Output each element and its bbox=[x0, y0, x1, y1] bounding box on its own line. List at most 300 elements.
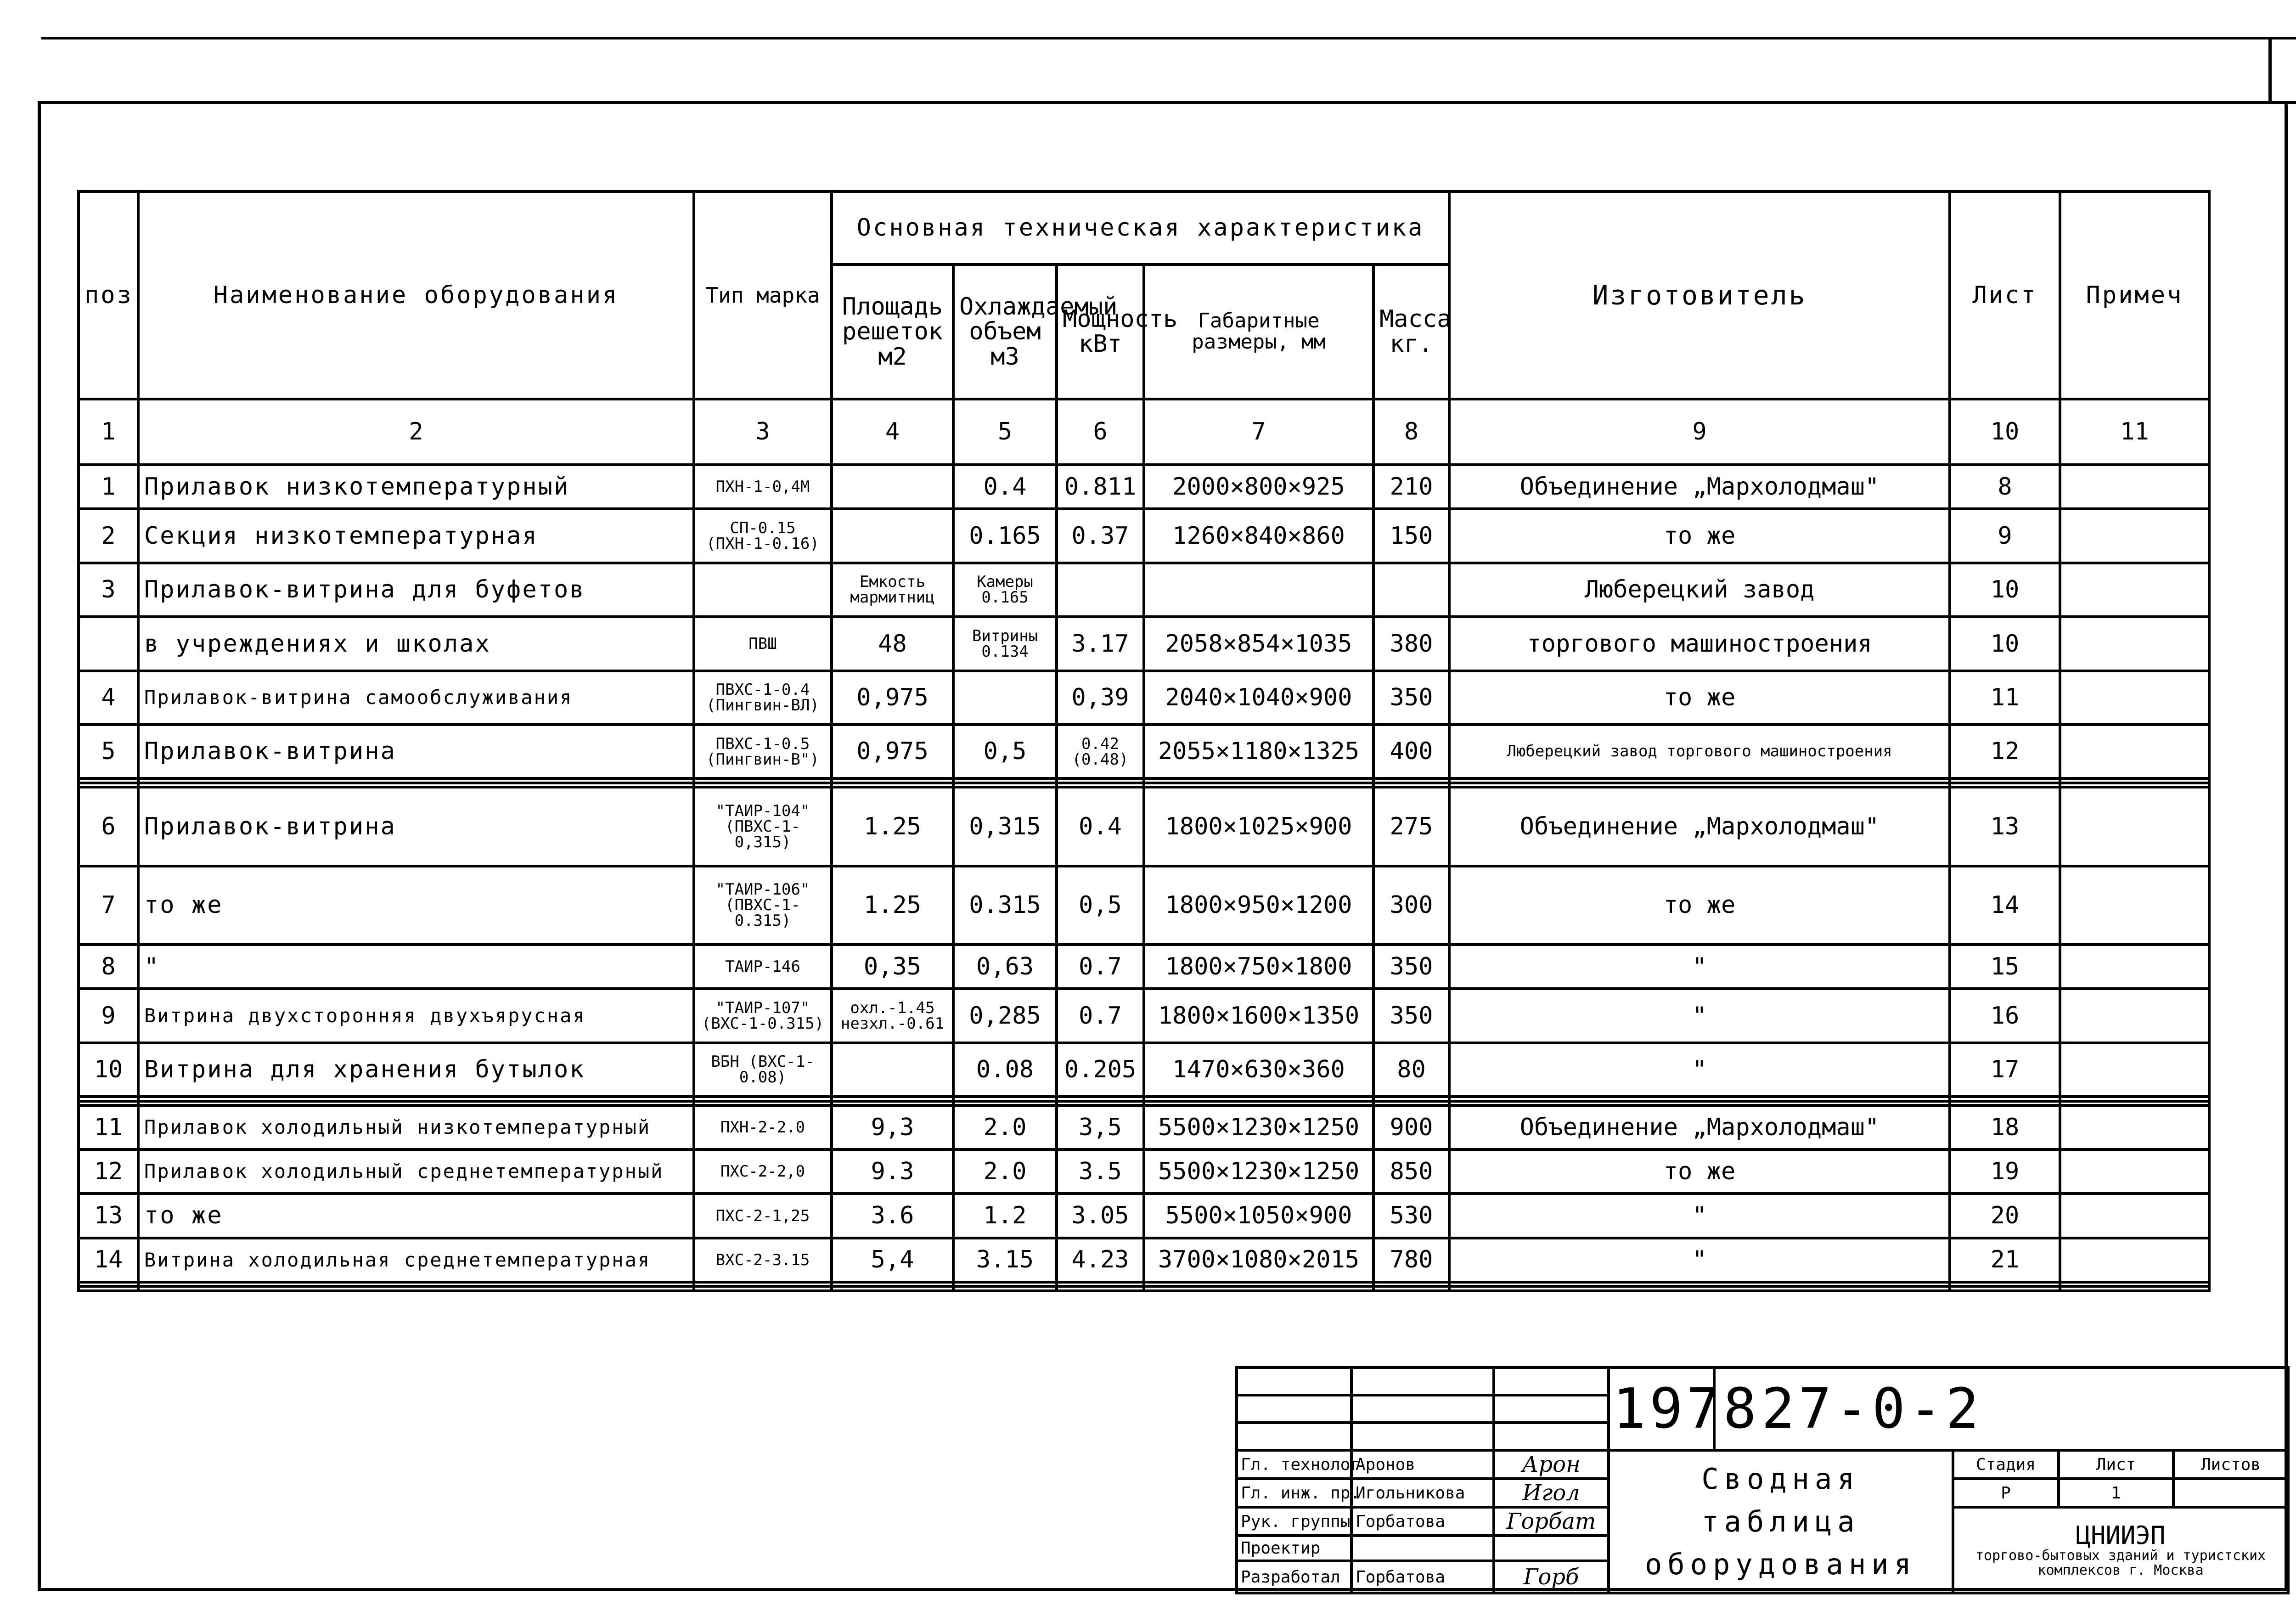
signature: Горб bbox=[1494, 1561, 1609, 1593]
row-note bbox=[2060, 465, 2209, 509]
signature: Горбат bbox=[1494, 1507, 1609, 1536]
row-area: Емкость мармитниц bbox=[832, 563, 953, 617]
row-volume: 0.315 bbox=[953, 866, 1057, 945]
column-number: 1 bbox=[79, 399, 138, 465]
row-dims: 5500×1050×900 bbox=[1144, 1194, 1373, 1238]
header-sheet: Лист bbox=[1950, 191, 2060, 399]
row-maker bbox=[1449, 778, 1950, 783]
row-mass: 275 bbox=[1373, 787, 1449, 866]
row-dims bbox=[1144, 783, 1373, 788]
row-type: ПХС-2-1,25 bbox=[694, 1194, 832, 1238]
row-pos: 12 bbox=[79, 1149, 138, 1194]
row-maker: то же bbox=[1449, 866, 1950, 945]
row-power bbox=[1057, 1282, 1144, 1287]
sheets-value bbox=[2173, 1479, 2288, 1507]
row-area: 3.6 bbox=[832, 1194, 953, 1238]
row-pos: 1 bbox=[79, 465, 138, 509]
row-note bbox=[2060, 1282, 2209, 1287]
row-pos: 4 bbox=[79, 671, 138, 725]
row-volume bbox=[953, 1097, 1057, 1101]
column-number: 10 bbox=[1950, 399, 2060, 465]
row-sheet: 21 bbox=[1950, 1238, 2060, 1282]
row-area bbox=[832, 465, 953, 509]
row-type: ПХС-2-2,0 bbox=[694, 1149, 832, 1194]
row-sheet: 10 bbox=[1950, 563, 2060, 617]
row-note bbox=[2060, 1101, 2209, 1106]
table-row bbox=[79, 778, 2209, 783]
row-name: Прилавок холодильный низкотемпературный bbox=[138, 1105, 694, 1149]
stage-value: Р bbox=[1953, 1479, 2059, 1507]
row-mass bbox=[1373, 1101, 1449, 1106]
row-dims: 2055×1180×1325 bbox=[1144, 725, 1373, 778]
row-maker: " bbox=[1449, 1194, 1950, 1238]
row-mass bbox=[1373, 1097, 1449, 1101]
row-sheet: 17 bbox=[1950, 1043, 2060, 1097]
row-note bbox=[2060, 563, 2209, 617]
row-dims bbox=[1144, 1097, 1373, 1101]
row-sheet: 19 bbox=[1950, 1149, 2060, 1194]
table-row bbox=[79, 866, 2209, 945]
row-area: 5,4 bbox=[832, 1238, 953, 1282]
column-number: 11 bbox=[2060, 399, 2209, 465]
row-type bbox=[694, 778, 832, 783]
row-sheet: 16 bbox=[1950, 989, 2060, 1042]
row-power: 4.23 bbox=[1057, 1238, 1144, 1282]
row-name bbox=[138, 1282, 694, 1287]
row-power bbox=[1057, 1101, 1144, 1106]
row-note bbox=[2060, 1097, 2209, 1101]
row-maker: то же bbox=[1449, 1149, 1950, 1194]
role-label: Разработал bbox=[1237, 1561, 1351, 1593]
person-name: Аронов bbox=[1351, 1450, 1494, 1479]
row-mass: 900 bbox=[1373, 1105, 1449, 1149]
row-type bbox=[694, 563, 832, 617]
row-note bbox=[2060, 509, 2209, 563]
column-number: 2 bbox=[138, 399, 694, 465]
row-sheet: 18 bbox=[1950, 1105, 2060, 1149]
row-type: "ТАИР-104" (ПВХС-1-0,315) bbox=[694, 787, 832, 866]
row-mass: 850 bbox=[1373, 1149, 1449, 1194]
row-area: 0,35 bbox=[832, 945, 953, 989]
row-dims: 1470×630×360 bbox=[1144, 1043, 1373, 1097]
row-name bbox=[138, 783, 694, 788]
row-power bbox=[1057, 563, 1144, 617]
row-sheet: 13 bbox=[1950, 787, 2060, 866]
project-code: 27-0-2 bbox=[1714, 1368, 2288, 1450]
row-area bbox=[832, 1101, 953, 1106]
row-dims bbox=[1144, 1282, 1373, 1287]
row-name: Прилавок-витрина для буфетов bbox=[138, 563, 694, 617]
row-volume: 1.2 bbox=[953, 1194, 1057, 1238]
table-row bbox=[79, 945, 2209, 989]
signature: Игол bbox=[1494, 1479, 1609, 1507]
column-number: 8 bbox=[1373, 399, 1449, 465]
row-name bbox=[138, 1097, 694, 1101]
column-number: 9 bbox=[1449, 399, 1950, 465]
row-mass: 350 bbox=[1373, 945, 1449, 989]
row-note bbox=[2060, 1194, 2209, 1238]
row-power: 0.37 bbox=[1057, 509, 1144, 563]
row-name: Прилавок холодильный среднетемпературный bbox=[138, 1149, 694, 1194]
row-mass bbox=[1373, 1286, 1449, 1291]
row-pos bbox=[79, 617, 138, 670]
frame-left-line bbox=[38, 101, 41, 1591]
row-sheet: 12 bbox=[1950, 725, 2060, 778]
row-power: 0,5 bbox=[1057, 866, 1144, 945]
table-row bbox=[79, 1194, 2209, 1238]
column-number: 7 bbox=[1144, 399, 1373, 465]
row-mass: 150 bbox=[1373, 509, 1449, 563]
row-maker bbox=[1449, 1097, 1950, 1101]
header-tech-group: Основная техническая характеристика bbox=[832, 191, 1449, 265]
row-dims bbox=[1144, 1286, 1373, 1291]
row-mass: 300 bbox=[1373, 866, 1449, 945]
row-name: Секция низкотемпературная bbox=[138, 509, 694, 563]
row-area bbox=[832, 778, 953, 783]
row-name: то же bbox=[138, 1194, 694, 1238]
role-label: Проектир bbox=[1237, 1536, 1351, 1561]
row-maker: Люберецкий завод торгового машиностроения bbox=[1449, 725, 1950, 778]
row-area: 0,975 bbox=[832, 671, 953, 725]
row-dims: 2040×1040×900 bbox=[1144, 671, 1373, 725]
row-pos bbox=[79, 1097, 138, 1101]
row-area bbox=[832, 783, 953, 788]
row-pos: 5 bbox=[79, 725, 138, 778]
row-name bbox=[138, 1101, 694, 1106]
row-maker bbox=[1449, 1282, 1950, 1287]
row-dims: 2000×800×925 bbox=[1144, 465, 1373, 509]
table-row bbox=[79, 563, 2209, 617]
row-dims bbox=[1144, 778, 1373, 783]
row-name: то же bbox=[138, 866, 694, 945]
row-volume: 2.0 bbox=[953, 1149, 1057, 1194]
row-area bbox=[832, 1043, 953, 1097]
row-type: "ТАИР-106" (ПВХС-1-0.315) bbox=[694, 866, 832, 945]
row-volume bbox=[953, 1286, 1057, 1291]
row-volume: 2.0 bbox=[953, 1105, 1057, 1149]
row-pos bbox=[79, 1282, 138, 1287]
row-type: СП-0.15 (ПХН-1-0.16) bbox=[694, 509, 832, 563]
header-power: Мощность кВт bbox=[1057, 265, 1144, 400]
row-sheet bbox=[1950, 783, 2060, 788]
row-dims: 1800×750×1800 bbox=[1144, 945, 1373, 989]
table-row bbox=[79, 1097, 2209, 1101]
row-note bbox=[2060, 725, 2209, 778]
row-area bbox=[832, 1282, 953, 1287]
row-mass: 380 bbox=[1373, 617, 1449, 670]
project-year: 1978 bbox=[1609, 1368, 1714, 1450]
table-row bbox=[79, 1282, 2209, 1287]
table-row bbox=[79, 1043, 2209, 1097]
column-number: 5 bbox=[953, 399, 1057, 465]
row-dims: 1800×950×1200 bbox=[1144, 866, 1373, 945]
row-name: Витрина двухсторонняя двухъярусная bbox=[138, 989, 694, 1042]
row-maker: Люберецкий завод bbox=[1449, 563, 1950, 617]
column-number: 3 bbox=[694, 399, 832, 465]
row-volume: 3.15 bbox=[953, 1238, 1057, 1282]
row-pos: 9 bbox=[79, 989, 138, 1042]
table-body bbox=[79, 465, 2209, 1291]
header-maker: Изготовитель bbox=[1449, 191, 1950, 399]
row-type bbox=[694, 783, 832, 788]
row-volume: 0.4 bbox=[953, 465, 1057, 509]
row-power: 0.7 bbox=[1057, 945, 1144, 989]
table-row bbox=[79, 787, 2209, 866]
row-power: 0,39 bbox=[1057, 671, 1144, 725]
row-sheet bbox=[1950, 1286, 2060, 1291]
row-volume bbox=[953, 783, 1057, 788]
row-volume bbox=[953, 778, 1057, 783]
header-mass: Масса кг. bbox=[1373, 265, 1449, 400]
org-description: торгово-бытовых зданий и туристских комплексов г. Москва bbox=[1975, 1548, 2266, 1578]
row-maker bbox=[1449, 1101, 1950, 1106]
row-area bbox=[832, 1286, 953, 1291]
row-note bbox=[2060, 945, 2209, 989]
org-name: ЦНИИЭП bbox=[2076, 1520, 2166, 1550]
sheets-label: Листов bbox=[2173, 1450, 2288, 1479]
row-sheet bbox=[1950, 1101, 2060, 1106]
role-label: Гл. технолог bbox=[1237, 1450, 1351, 1479]
row-type bbox=[694, 1286, 832, 1291]
header-note: Примеч bbox=[2060, 191, 2209, 399]
row-name: Витрина холодильная среднетемпературная bbox=[138, 1238, 694, 1282]
row-pos: 11 bbox=[79, 1105, 138, 1149]
row-mass bbox=[1373, 783, 1449, 788]
row-note bbox=[2060, 1105, 2209, 1149]
row-volume: 0,5 bbox=[953, 725, 1057, 778]
column-number: 6 bbox=[1057, 399, 1144, 465]
row-name: Прилавок-витрина bbox=[138, 787, 694, 866]
role-label: Гл. инж. пр. bbox=[1237, 1479, 1351, 1507]
row-maker: " bbox=[1449, 1043, 1950, 1097]
row-maker: то же bbox=[1449, 671, 1950, 725]
row-dims: 3700×1080×2015 bbox=[1144, 1238, 1373, 1282]
row-note bbox=[2060, 1149, 2209, 1194]
row-dims: 1800×1600×1350 bbox=[1144, 989, 1373, 1042]
row-area bbox=[832, 509, 953, 563]
row-note bbox=[2060, 989, 2209, 1042]
row-power: 3.05 bbox=[1057, 1194, 1144, 1238]
stage-label: Стадия bbox=[1953, 1450, 2059, 1479]
row-note bbox=[2060, 787, 2209, 866]
column-numbers-row bbox=[79, 399, 2209, 465]
row-sheet: 14 bbox=[1950, 866, 2060, 945]
row-type bbox=[694, 1097, 832, 1101]
row-power: 3,5 bbox=[1057, 1105, 1144, 1149]
row-note bbox=[2060, 1286, 2209, 1291]
row-volume: Витрины 0.134 bbox=[953, 617, 1057, 670]
row-mass bbox=[1373, 563, 1449, 617]
row-pos: 6 bbox=[79, 787, 138, 866]
row-maker: " bbox=[1449, 945, 1950, 989]
row-sheet: 20 bbox=[1950, 1194, 2060, 1238]
row-area: 0,975 bbox=[832, 725, 953, 778]
row-area: 9.3 bbox=[832, 1149, 953, 1194]
row-sheet: 15 bbox=[1950, 945, 2060, 989]
row-area bbox=[832, 1097, 953, 1101]
row-dims: 5500×1230×1250 bbox=[1144, 1149, 1373, 1194]
row-volume: 0.165 bbox=[953, 509, 1057, 563]
table-row bbox=[79, 1101, 2209, 1106]
row-dims: 2058×854×1035 bbox=[1144, 617, 1373, 670]
organization bbox=[1953, 1507, 2288, 1593]
row-dims: 1800×1025×900 bbox=[1144, 787, 1373, 866]
column-number: 4 bbox=[832, 399, 953, 465]
row-pos bbox=[79, 1101, 138, 1106]
row-dims bbox=[1144, 563, 1373, 617]
row-mass bbox=[1373, 778, 1449, 783]
row-note bbox=[2060, 783, 2209, 788]
row-sheet: 8 bbox=[1950, 465, 2060, 509]
frame-top-line bbox=[38, 101, 2269, 104]
row-power: 0.42 (0.48) bbox=[1057, 725, 1144, 778]
person-name bbox=[1351, 1536, 1494, 1561]
row-sheet bbox=[1950, 778, 2060, 783]
row-power bbox=[1057, 1097, 1144, 1101]
row-pos bbox=[79, 1286, 138, 1291]
row-maker: Объединение „Мархолодмаш" bbox=[1449, 1105, 1950, 1149]
row-mass: 210 bbox=[1373, 465, 1449, 509]
row-type: ВХС-2-3.15 bbox=[694, 1238, 832, 1282]
row-note bbox=[2060, 1043, 2209, 1097]
row-pos: 2 bbox=[79, 509, 138, 563]
row-type: ПВХС-1-0.4 (Пингвин-ВЛ) bbox=[694, 671, 832, 725]
table-row bbox=[79, 509, 2209, 563]
signature bbox=[1494, 1536, 1609, 1561]
row-area: охл.-1.45 незхл.-0.61 bbox=[832, 989, 953, 1042]
row-type: ПВШ bbox=[694, 617, 832, 670]
row-volume: 0,63 bbox=[953, 945, 1057, 989]
row-power: 0.811 bbox=[1057, 465, 1144, 509]
top-border-line bbox=[41, 37, 2296, 39]
row-name: Витрина для хранения бутылок bbox=[138, 1043, 694, 1097]
table-row bbox=[79, 989, 2209, 1042]
row-type: ТАИР-146 bbox=[694, 945, 832, 989]
header-pos: поз bbox=[79, 191, 138, 399]
row-pos bbox=[79, 778, 138, 783]
sheet-number bbox=[2268, 37, 2296, 104]
row-power: 3.17 bbox=[1057, 617, 1144, 670]
row-area: 1.25 bbox=[832, 787, 953, 866]
row-pos: 13 bbox=[79, 1194, 138, 1238]
row-name: Прилавок-витрина bbox=[138, 725, 694, 778]
row-sheet: 10 bbox=[1950, 617, 2060, 670]
row-note bbox=[2060, 866, 2209, 945]
header-name: Наименование оборудования bbox=[138, 191, 694, 399]
row-name: Прилавок-витрина самообслуживания bbox=[138, 671, 694, 725]
row-type: ВБН (ВХС-1-0.08) bbox=[694, 1043, 832, 1097]
row-type: ПВХС-1-0.5 (Пингвин-В") bbox=[694, 725, 832, 778]
header-type: Тип марка bbox=[694, 191, 832, 399]
row-volume: Камеры 0.165 bbox=[953, 563, 1057, 617]
row-mass: 780 bbox=[1373, 1238, 1449, 1282]
table-row bbox=[79, 617, 2209, 670]
row-mass: 350 bbox=[1373, 671, 1449, 725]
row-maker bbox=[1449, 1286, 1950, 1291]
table-row bbox=[79, 465, 2209, 509]
sheet-label: Лист bbox=[2059, 1450, 2173, 1479]
row-power bbox=[1057, 783, 1144, 788]
table-header bbox=[79, 191, 2209, 465]
row-maker: Объединение „Мархолодмаш" bbox=[1449, 465, 1950, 509]
person-name: Горбатова bbox=[1351, 1507, 1494, 1536]
row-pos: 3 bbox=[79, 563, 138, 617]
row-mass: 530 bbox=[1373, 1194, 1449, 1238]
row-name: Прилавок низкотемпературный bbox=[138, 465, 694, 509]
row-name bbox=[138, 778, 694, 783]
row-power: 0.4 bbox=[1057, 787, 1144, 866]
row-type bbox=[694, 1282, 832, 1287]
title-block bbox=[1235, 1366, 2290, 1594]
row-volume: 0.08 bbox=[953, 1043, 1057, 1097]
row-note bbox=[2060, 1238, 2209, 1282]
table-row bbox=[79, 1149, 2209, 1194]
person-name: Горбатова bbox=[1351, 1561, 1494, 1593]
row-maker: " bbox=[1449, 1238, 1950, 1282]
row-pos: 7 bbox=[79, 866, 138, 945]
table-row bbox=[79, 1286, 2209, 1291]
row-dims: 1260×840×860 bbox=[1144, 509, 1373, 563]
row-area: 9,3 bbox=[832, 1105, 953, 1149]
row-mass: 80 bbox=[1373, 1043, 1449, 1097]
table-row bbox=[79, 783, 2209, 788]
row-dims bbox=[1144, 1101, 1373, 1106]
header-volume: Охлаждаемый объем м3 bbox=[953, 265, 1057, 400]
row-power bbox=[1057, 778, 1144, 783]
row-pos: 10 bbox=[79, 1043, 138, 1097]
row-power: 3.5 bbox=[1057, 1149, 1144, 1194]
row-sheet: 11 bbox=[1950, 671, 2060, 725]
row-pos: 14 bbox=[79, 1238, 138, 1282]
role-label: Рук. группы bbox=[1237, 1507, 1351, 1536]
row-area: 1.25 bbox=[832, 866, 953, 945]
row-note bbox=[2060, 778, 2209, 783]
row-sheet: 9 bbox=[1950, 509, 2060, 563]
row-sheet bbox=[1950, 1097, 2060, 1101]
row-mass: 350 bbox=[1373, 989, 1449, 1042]
row-type: ПХН-1-0,4М bbox=[694, 465, 832, 509]
row-note bbox=[2060, 671, 2209, 725]
row-type: "ТАИР-107" (ВХС-1-0.315) bbox=[694, 989, 832, 1042]
row-maker: " bbox=[1449, 989, 1950, 1042]
row-power: 0.205 bbox=[1057, 1043, 1144, 1097]
row-power: 0.7 bbox=[1057, 989, 1144, 1042]
row-maker: то же bbox=[1449, 509, 1950, 563]
row-volume bbox=[953, 1101, 1057, 1106]
table-row bbox=[79, 725, 2209, 778]
person-name: Игольникова bbox=[1351, 1479, 1494, 1507]
equipment-table bbox=[77, 190, 2211, 1292]
row-area: 48 bbox=[832, 617, 953, 670]
row-note bbox=[2060, 617, 2209, 670]
row-name: " bbox=[138, 945, 694, 989]
row-volume bbox=[953, 1282, 1057, 1287]
row-dims: 5500×1230×1250 bbox=[1144, 1105, 1373, 1149]
row-sheet bbox=[1950, 1282, 2060, 1287]
row-volume bbox=[953, 671, 1057, 725]
header-area: Площадь решеток м2 bbox=[832, 265, 953, 400]
row-maker: торгового машиностроения bbox=[1449, 617, 1950, 670]
signature: Арон bbox=[1494, 1450, 1609, 1479]
table-row bbox=[79, 1105, 2209, 1149]
table-row bbox=[79, 1238, 2209, 1282]
row-maker bbox=[1449, 783, 1950, 788]
row-volume: 0,285 bbox=[953, 989, 1057, 1042]
row-maker: Объединение „Мархолодмаш" bbox=[1449, 787, 1950, 866]
row-type bbox=[694, 1101, 832, 1106]
row-pos: 8 bbox=[79, 945, 138, 989]
row-type: ПХН-2-2.0 bbox=[694, 1105, 832, 1149]
